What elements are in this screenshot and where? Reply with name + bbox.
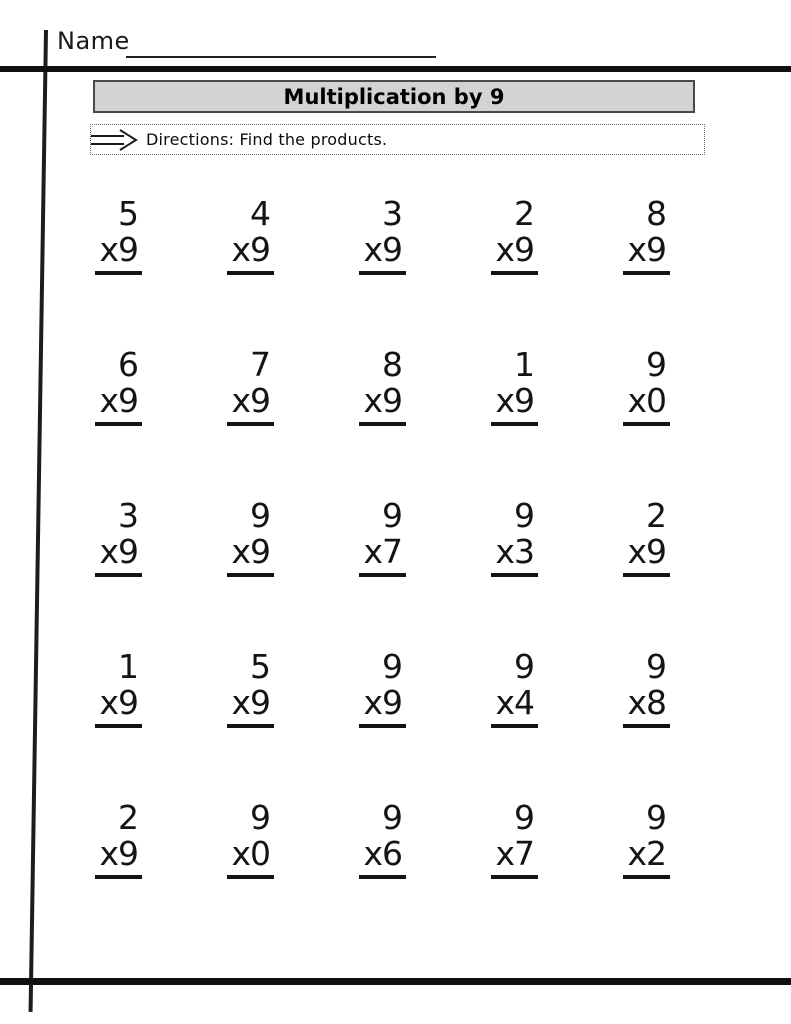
- multiplication-problem: [95, 196, 142, 275]
- problem-cell: [406, 800, 538, 951]
- problem-cell: [10, 498, 142, 649]
- name-blank-line: [126, 56, 436, 58]
- problem-cell: [406, 498, 538, 649]
- problem-cell: [274, 800, 406, 951]
- multiplication-problem: [623, 649, 670, 728]
- top-factor: 5: [118, 194, 138, 233]
- problem-cell: [10, 649, 142, 800]
- multiplication-problem: [359, 649, 406, 728]
- problem-cell: [142, 649, 274, 800]
- top-factor: 9: [646, 647, 666, 686]
- top-factor: 9: [382, 798, 402, 837]
- problem-cell: [274, 649, 406, 800]
- bottom-factor: x9: [95, 232, 142, 275]
- multiplication-problem: [95, 498, 142, 577]
- bottom-factor: x0: [227, 836, 274, 879]
- multiplication-problem: [227, 649, 274, 728]
- top-factor: 9: [514, 496, 534, 535]
- bottom-factor: x9: [95, 383, 142, 426]
- multiplication-problem: [359, 498, 406, 577]
- bottom-factor: x7: [491, 836, 538, 879]
- problem-cell: [142, 347, 274, 498]
- top-factor: 3: [118, 496, 138, 535]
- top-factor: 2: [118, 798, 138, 837]
- top-factor: 9: [514, 647, 534, 686]
- bottom-factor: x9: [359, 685, 406, 728]
- bottom-factor: x9: [227, 685, 274, 728]
- problem-cell: [142, 498, 274, 649]
- problem-cell: [406, 347, 538, 498]
- top-factor: 1: [118, 647, 138, 686]
- bottom-factor: x4: [491, 685, 538, 728]
- multiplication-problem: [95, 649, 142, 728]
- top-factor: 8: [646, 194, 666, 233]
- bottom-factor: x9: [227, 383, 274, 426]
- multiplication-problem: [227, 196, 274, 275]
- bottom-factor: x9: [227, 232, 274, 275]
- multiplication-problem: [491, 196, 538, 275]
- bottom-factor: x2: [623, 836, 670, 879]
- top-factor: 3: [382, 194, 402, 233]
- problem-cell: [10, 196, 142, 347]
- multiplication-problem: [623, 347, 670, 426]
- multiplication-problem: [623, 800, 670, 879]
- top-rule: [0, 66, 791, 72]
- top-factor: 9: [382, 647, 402, 686]
- top-factor: 7: [250, 345, 270, 384]
- bottom-factor: x9: [95, 685, 142, 728]
- multiplication-problem: [227, 498, 274, 577]
- top-factor: 8: [382, 345, 402, 384]
- bottom-factor: x9: [491, 383, 538, 426]
- problem-cell: [538, 347, 670, 498]
- top-factor: 9: [514, 798, 534, 837]
- problem-cell: [406, 196, 538, 347]
- problem-cell: [274, 498, 406, 649]
- problem-cell: [538, 498, 670, 649]
- multiplication-problem: [95, 800, 142, 879]
- multiplication-problem: [227, 800, 274, 879]
- problem-cell: [142, 800, 274, 951]
- top-factor: 6: [118, 345, 138, 384]
- top-factor: 2: [514, 194, 534, 233]
- top-factor: 2: [646, 496, 666, 535]
- multiplication-problem: [623, 498, 670, 577]
- top-factor: 1: [514, 345, 534, 384]
- bottom-factor: x9: [227, 534, 274, 577]
- bottom-factor: x6: [359, 836, 406, 879]
- right-arrow-icon: [91, 127, 139, 153]
- title-bar: [93, 80, 695, 113]
- bottom-factor: x9: [95, 534, 142, 577]
- multiplication-problem: [491, 800, 538, 879]
- bottom-factor: x9: [95, 836, 142, 879]
- multiplication-problem: [359, 196, 406, 275]
- multiplication-problem: [95, 347, 142, 426]
- problem-cell: [538, 800, 670, 951]
- bottom-factor: x9: [359, 232, 406, 275]
- problem-cell: [10, 800, 142, 951]
- top-factor: 9: [382, 496, 402, 535]
- top-factor: 4: [250, 194, 270, 233]
- multiplication-problem: [491, 649, 538, 728]
- bottom-factor: x8: [623, 685, 670, 728]
- bottom-factor: x9: [623, 534, 670, 577]
- problems-grid: [10, 196, 670, 951]
- directions-box: [90, 124, 705, 155]
- problem-cell: [142, 196, 274, 347]
- problem-cell: [406, 649, 538, 800]
- bottom-factor: x9: [623, 232, 670, 275]
- multiplication-problem: [491, 347, 538, 426]
- bottom-factor: x9: [359, 383, 406, 426]
- name-label: Name: [57, 27, 130, 55]
- bottom-factor: x3: [491, 534, 538, 577]
- top-factor: 9: [250, 798, 270, 837]
- bottom-rule: [0, 978, 791, 985]
- top-factor: 9: [250, 496, 270, 535]
- multiplication-problem: [359, 800, 406, 879]
- problem-cell: [538, 196, 670, 347]
- problem-cell: [274, 347, 406, 498]
- problem-cell: [538, 649, 670, 800]
- bottom-factor: x0: [623, 383, 670, 426]
- bottom-factor: x7: [359, 534, 406, 577]
- multiplication-problem: [491, 498, 538, 577]
- problem-cell: [10, 347, 142, 498]
- multiplication-problem: [623, 196, 670, 275]
- directions-text: Directions: Find the products.: [146, 130, 388, 149]
- page-title: Multiplication by 9: [283, 84, 505, 109]
- top-factor: 5: [250, 647, 270, 686]
- multiplication-problem: [359, 347, 406, 426]
- top-factor: 9: [646, 798, 666, 837]
- bottom-factor: x9: [491, 232, 538, 275]
- problem-cell: [274, 196, 406, 347]
- top-factor: 9: [646, 345, 666, 384]
- multiplication-problem: [227, 347, 274, 426]
